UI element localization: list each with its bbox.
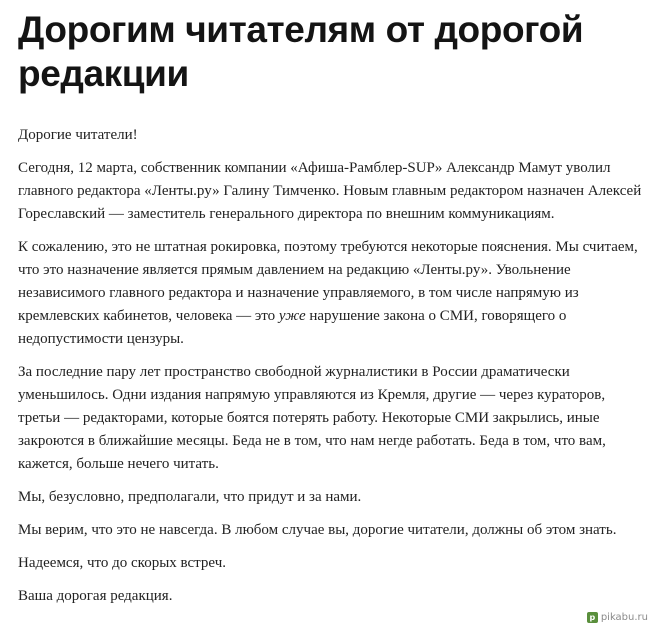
paragraph-2-tail: нарушение закона о СМИ, говорящего о недопустимости цензуры. — [18, 308, 567, 347]
greeting: Дорогие читатели! — [18, 127, 138, 143]
pikabu-logo-icon: p — [587, 612, 598, 623]
paragraph-4: Мы, безусловно, предполагали, что придут и за нами. — [18, 489, 362, 505]
paragraph-3: За последние пару лет пространство свободной журналистики в России драматически уменьшилось. Одни издания напрямую управляются из Кремля, другие — через кураторов, третьи — редакторами, которые боятся потерять работу. Некоторые СМИ закрылись, иные закроются в ближайшие месяцы. Беда не в том, что нам негде работать. Беда в том, что вам, кажется, больше нечего читать. — [18, 364, 606, 472]
paragraph-2-lead: К сожалению, это не штатная рокировка, поэтому требуются некоторые пояснения. Мы считаем, что это назначение является прямым давлением на редакцию «Ленты.ру». Увольнение независимого главного редактора и назначение управляемого, в том числе напрямую из кремлевских кабинетов, человека — это — [18, 239, 638, 324]
paragraph-1: Сегодня, 12 марта, собственник компании «Афиша-Рамблер-SUP» Александр Мамут уволил главного редактора «Ленты.ру» Галину Тимченко. Новым главным редактором назначен Алексей Гореславский — заместитель генерального директора по внешним коммуникациям. — [18, 160, 642, 222]
paragraph-2-emphasis: уже — [278, 308, 306, 324]
article-body — [18, 124, 642, 608]
paragraph-5: Мы верим, что это не навсегда. В любом случае вы, дорогие читатели, должны об этом знать. — [18, 522, 617, 538]
pikabu-watermark — [587, 612, 648, 623]
paragraph-7: Ваша дорогая редакция. — [18, 588, 173, 604]
watermark-text: pikabu.ru — [600, 612, 648, 623]
paragraph-2 — [18, 236, 642, 351]
article-title: Дорогим читателям от дорогой редакции — [18, 9, 584, 94]
paragraph-6: Надеемся, что до скорых встреч. — [18, 555, 227, 571]
article — [18, 8, 642, 618]
